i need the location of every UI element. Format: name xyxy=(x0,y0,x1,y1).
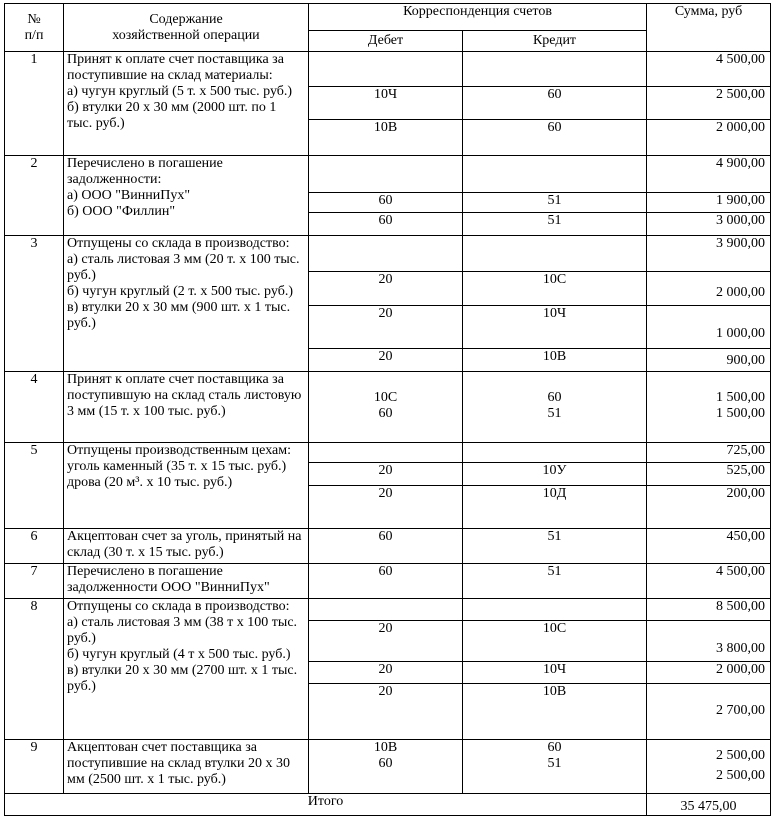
op-sub-text: б) втулки 20 х 30 мм (2000 шт. по 1 тыс. руб.) xyxy=(67,100,277,132)
amount-cell xyxy=(647,740,771,793)
header-corr xyxy=(309,4,647,31)
debit-cell xyxy=(309,661,463,683)
amount-cell xyxy=(647,486,771,529)
credit-cell xyxy=(463,52,647,86)
credit-cell xyxy=(463,529,647,563)
header-credit xyxy=(463,31,647,52)
op-number xyxy=(5,529,64,563)
amount-cell xyxy=(647,272,771,305)
amount-text: 2 500,00 xyxy=(716,768,766,784)
debit-text: 60 xyxy=(378,563,393,579)
op-number-text: 2 xyxy=(30,156,38,172)
amount-text: 3 800,00 xyxy=(716,640,766,656)
debit-text: 60 xyxy=(378,406,393,422)
total-amount: 35 475,00 xyxy=(680,799,737,814)
debit-cell xyxy=(309,119,463,155)
op-title: Перечислено в погашение задолженности ООО "ВинниПух" xyxy=(67,563,270,595)
amount-cell xyxy=(647,442,771,462)
debit-cell xyxy=(309,272,463,305)
amount-cell xyxy=(647,372,771,443)
amount-text: 2 000,00 xyxy=(716,661,766,677)
amount-text: 1 000,00 xyxy=(716,325,766,341)
total-row xyxy=(5,793,771,815)
amount-cell xyxy=(647,348,771,371)
op-number-text: 6 xyxy=(30,529,38,545)
debit-text: 20 xyxy=(378,621,393,637)
op-number xyxy=(5,563,64,598)
op-number xyxy=(5,372,64,443)
credit-text: 60 xyxy=(547,390,562,406)
op-content xyxy=(64,442,309,529)
credit-text: 60 xyxy=(547,119,562,135)
amount-text: 8 500,00 xyxy=(716,598,766,614)
debit-text: 60 xyxy=(378,212,393,228)
table-row xyxy=(5,235,771,271)
op-content xyxy=(64,156,309,236)
credit-cell xyxy=(463,235,647,271)
op-title: Отпущены производственным цехам: xyxy=(67,442,291,458)
op-sub-text: а) чугун круглый (5 т. х 500 тыс. руб.) xyxy=(67,84,293,100)
debit-cell xyxy=(309,563,463,598)
header-content-text: Содержание хозяйственной операции xyxy=(112,12,260,43)
debit-text: 10Ч xyxy=(373,86,398,102)
total-label: Итого xyxy=(307,793,344,809)
credit-text: 51 xyxy=(547,212,562,228)
amount-text: 450,00 xyxy=(726,529,766,545)
debit-cell xyxy=(309,529,463,563)
credit-text: 10Д xyxy=(542,486,567,502)
amount-cell xyxy=(647,305,771,348)
debit-cell xyxy=(309,683,463,739)
op-sub-text: б) чугун круглый (2 т. х 500 тыс. руб.) xyxy=(67,283,293,299)
debit-cell xyxy=(309,52,463,86)
amount-cell xyxy=(647,621,771,661)
op-title: Акцептован счет поставщика за поступившие на склад втулки 20 х 30 мм (2500 шт. х 1 тыс. руб.) xyxy=(67,740,290,788)
op-number-text: 8 xyxy=(30,598,38,614)
op-content xyxy=(64,372,309,443)
credit-cell xyxy=(463,156,647,192)
op-content xyxy=(64,235,309,371)
amount-cell xyxy=(647,235,771,271)
table-row xyxy=(5,442,771,462)
header-sum-text: Сумма, руб xyxy=(674,4,743,19)
amount-cell xyxy=(647,119,771,155)
op-content xyxy=(64,529,309,563)
op-number-text: 3 xyxy=(30,235,38,251)
op-sub-text: б) чугун круглый (4 т х 500 тыс. руб.) xyxy=(67,646,291,662)
op-number xyxy=(5,442,64,529)
debit-text: 20 xyxy=(378,305,393,321)
op-number-text: 4 xyxy=(30,372,38,388)
amount-text: 2 000,00 xyxy=(716,119,766,135)
debit-cell xyxy=(309,740,463,793)
amount-cell xyxy=(647,192,771,212)
amount-cell xyxy=(647,661,771,683)
total-amount-cell xyxy=(647,793,771,815)
header-debit-text: Дебет xyxy=(367,33,404,49)
debit-text: 20 xyxy=(378,272,393,288)
debit-cell xyxy=(309,442,463,462)
debit-cell xyxy=(309,86,463,119)
op-title: Отпущены со склада в производство: xyxy=(67,598,290,614)
header-corr-text: Корреспонденция счетов xyxy=(403,4,552,19)
credit-text: 10Ч xyxy=(542,661,567,677)
credit-cell xyxy=(463,192,647,212)
amount-text: 525,00 xyxy=(726,462,766,478)
op-sub-text: уголь каменный (35 т. х 15 тыс. руб.) xyxy=(67,458,287,474)
credit-cell xyxy=(463,563,647,598)
credit-text: 10В xyxy=(542,348,567,364)
credit-cell xyxy=(463,486,647,529)
op-sub-text: в) втулки 20 х 30 мм (900 шт. х 1 тыс. руб.) xyxy=(67,299,291,331)
op-number-text: 1 xyxy=(30,52,38,68)
op-number-text: 5 xyxy=(30,442,38,458)
credit-cell xyxy=(463,462,647,485)
amount-text: 4 500,00 xyxy=(716,52,766,68)
amount-text: 4 500,00 xyxy=(716,563,766,579)
table-row xyxy=(5,740,771,793)
op-number-text: 7 xyxy=(30,563,38,579)
amount-text: 3 000,00 xyxy=(716,212,766,228)
amount-text: 4 900,00 xyxy=(716,156,766,172)
debit-text: 20 xyxy=(378,462,393,478)
debit-text: 10В xyxy=(373,119,398,135)
op-sub-text: а) ООО "ВинниПух" xyxy=(67,188,191,204)
credit-text: 51 xyxy=(547,529,562,545)
debit-text: 20 xyxy=(378,661,393,677)
credit-cell xyxy=(463,86,647,119)
debit-cell xyxy=(309,621,463,661)
credit-cell xyxy=(463,442,647,462)
table-row xyxy=(5,52,771,86)
header-debit xyxy=(309,31,463,52)
debit-cell xyxy=(309,486,463,529)
op-sub-text: а) сталь листовая 3 мм (20 т. х 100 тыс. руб.) xyxy=(67,251,300,283)
amount-cell xyxy=(647,462,771,485)
credit-cell xyxy=(463,621,647,661)
debit-cell xyxy=(309,192,463,212)
amount-text: 3 900,00 xyxy=(716,235,766,251)
credit-text: 10С xyxy=(542,272,567,288)
credit-text: 10У xyxy=(542,462,567,478)
credit-text: 60 xyxy=(547,740,562,756)
debit-text: 20 xyxy=(378,486,393,502)
amount-cell xyxy=(647,529,771,563)
op-number xyxy=(5,52,64,156)
op-number xyxy=(5,740,64,793)
amount-text: 2 700,00 xyxy=(716,703,766,719)
debit-cell xyxy=(309,462,463,485)
ledger-table xyxy=(4,3,771,816)
debit-cell xyxy=(309,598,463,620)
header-credit-text: Кредит xyxy=(532,33,577,49)
header-row xyxy=(5,4,771,31)
credit-cell xyxy=(463,661,647,683)
op-sub-text: дрова (20 м³. х 10 тыс. руб.) xyxy=(67,474,233,490)
header-num-text: № п/п xyxy=(24,12,44,43)
total-label-cell xyxy=(5,793,647,815)
credit-text: 10В xyxy=(542,683,567,699)
op-title: Принят к оплате счет поставщика за поступившую на склад сталь листовую 3 мм (15 т. х 100 тыс. руб.) xyxy=(67,372,302,420)
amount-cell xyxy=(647,598,771,620)
header-content xyxy=(64,4,309,52)
amount-cell xyxy=(647,563,771,598)
debit-cell xyxy=(309,235,463,271)
credit-cell xyxy=(463,740,647,793)
op-number-text: 9 xyxy=(30,740,38,756)
op-content xyxy=(64,740,309,793)
debit-text: 60 xyxy=(378,529,393,545)
amount-cell xyxy=(647,86,771,119)
header-sum xyxy=(647,4,771,52)
op-sub-text: б) ООО "Филлин" xyxy=(67,204,176,220)
debit-cell xyxy=(309,212,463,235)
amount-cell xyxy=(647,212,771,235)
op-title: Отпущены со склада в производство: xyxy=(67,235,290,251)
amount-cell xyxy=(647,156,771,192)
table-row xyxy=(5,372,771,443)
op-number xyxy=(5,156,64,236)
credit-text: 10Ч xyxy=(542,305,567,321)
credit-text: 51 xyxy=(547,563,562,579)
debit-text: 20 xyxy=(378,683,393,699)
credit-text: 10С xyxy=(542,621,567,637)
op-title: Перечислено в погашение задолженности: xyxy=(67,156,223,188)
table-row xyxy=(5,156,771,192)
amount-cell xyxy=(647,52,771,86)
credit-text: 51 xyxy=(547,192,562,208)
debit-cell xyxy=(309,348,463,371)
op-content xyxy=(64,563,309,598)
op-sub-text: а) сталь листовая 3 мм (38 т х 100 тыс. руб.) xyxy=(67,614,298,646)
debit-text: 60 xyxy=(378,756,393,772)
amount-text: 1 500,00 xyxy=(716,390,766,406)
credit-cell xyxy=(463,683,647,739)
debit-text: 10С xyxy=(373,390,398,406)
op-number xyxy=(5,598,64,739)
amount-cell xyxy=(647,683,771,739)
header-num xyxy=(5,4,64,52)
credit-cell xyxy=(463,372,647,443)
amount-text: 900,00 xyxy=(726,353,766,369)
amount-text: 1 900,00 xyxy=(716,192,766,208)
op-title: Принят к оплате счет поставщика за поступившие на склад материалы: xyxy=(67,52,284,84)
credit-cell xyxy=(463,598,647,620)
amount-text: 1 500,00 xyxy=(716,406,766,422)
amount-text: 200,00 xyxy=(726,486,766,502)
debit-text: 60 xyxy=(378,192,393,208)
op-sub-text: в) втулки 20 х 30 мм (2700 шт. х 1 тыс. руб.) xyxy=(67,662,298,694)
credit-cell xyxy=(463,119,647,155)
table-row xyxy=(5,563,771,598)
amount-text: 2 500,00 xyxy=(716,86,766,102)
debit-text: 20 xyxy=(378,348,393,364)
amount-text: 2 000,00 xyxy=(716,284,766,300)
debit-cell xyxy=(309,156,463,192)
credit-cell xyxy=(463,305,647,348)
debit-cell xyxy=(309,372,463,443)
credit-cell xyxy=(463,272,647,305)
credit-cell xyxy=(463,348,647,371)
credit-text: 51 xyxy=(547,756,562,772)
debit-text: 10В xyxy=(373,740,398,756)
op-number xyxy=(5,235,64,371)
debit-cell xyxy=(309,305,463,348)
credit-cell xyxy=(463,212,647,235)
amount-text: 725,00 xyxy=(726,442,766,458)
op-title: Акцептован счет за уголь, принятый на склад (30 т. х 15 тыс. руб.) xyxy=(67,529,302,561)
credit-text: 60 xyxy=(547,86,562,102)
table-row xyxy=(5,598,771,620)
table-row xyxy=(5,529,771,563)
credit-text: 51 xyxy=(547,406,562,422)
amount-text: 2 500,00 xyxy=(716,748,766,764)
op-content xyxy=(64,598,309,739)
op-content xyxy=(64,52,309,156)
